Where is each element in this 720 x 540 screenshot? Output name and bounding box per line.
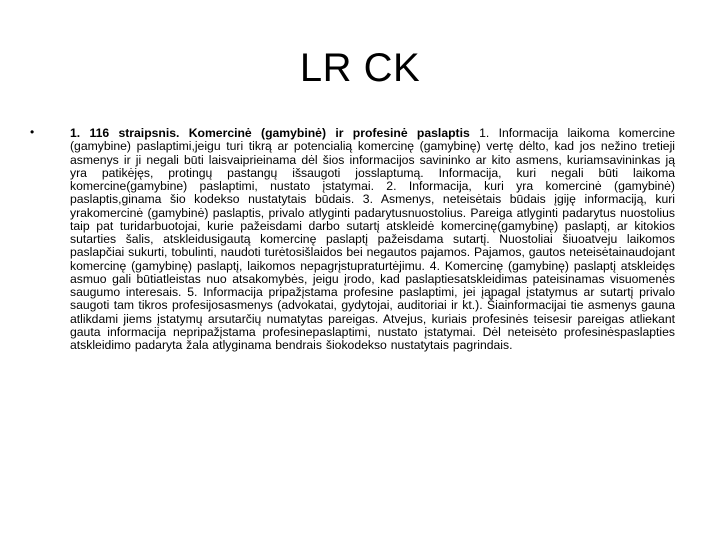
article-heading: 1. 116 straipsnis. Komercinė (gamybinė) ir profesinė paslaptis (70, 126, 470, 140)
article-paragraph (70, 127, 675, 352)
article-body: 1. Informacija laikoma komercine (gamybine) paslaptimi,jeigu turi tikrą ar potencialią komercinę (gamybinę) vertę dėlto, kad jos nežino tretieji asmenys ir ji negali būti laisvaiprieinama dėl šios informacijos savininko ar kito asmens, kuriamsavininkas ją yra patikėjęs, protingų pastangų išsaugoti josslaptumą. Informacija, kuri negali būti laikoma komercine(gamybine) paslaptimi, nustato įstatymai. 2. Informacija, kuri yra komercinė (gamybinė) paslaptis,ginama šio kodekso nustatytais būdais. 3. Asmenys, neteisėtais būdais įgiję informaciją, kuri yrakomercinė (gamybinė) paslaptis, privalo atlyginti padarytusnuostolius. Pareiga atlyginti padarytus nuostolius taip pat turidarbuotojai, kurie pažeisdami darbo sutartį atskleidė komercinę(gamybinę) paslaptį, ar kitokios sutarties šalis, atskleidusigautą komercinę paslaptį pažeisdama sutartį. Nuostoliai šiuoatveju laikomos paslapčiai sukurti, tobulinti, naudoti turėtosišlaidos bei negautos pajamos. Pajamos, gautos neteisėtainaudojant komercinę (gamybinę) paslaptį, laikomos nepagrįstupraturtėjimu. 4. Komercinę (gamybinę) paslaptį atskleidęs asmuo gali būtiatleistas nuo atsakomybės, jeigu įrodo, kad paslaptiesatskleidimas pateisinamas visuomenės saugumo interesais. 5. Informacija pripažįstama profesine paslaptimi, jei įąpagal įstatymus ar sutartį privalo saugoti tam tikros profesijosasmenys (advokatai, gydytojai, auditoriai ir kt.). Šiainformacijai tie asmenys gauna atlikdami jiems įstatymų arsutarčių numatytas pareigas. Atvejus, kuriais profesinės teisesir pareigas atliekant gauta informacija nepripažįstama profesinepaslaptimi, nustato įstatymai. Dėl neteisėto profesinėspaslapties atskleidimo padaryta žala atlyginama bendrais šiokodekso nustatytais pagrindais. (70, 126, 676, 352)
slide-title: LR CK (299, 46, 421, 90)
bullet-icon: • (30, 125, 35, 139)
